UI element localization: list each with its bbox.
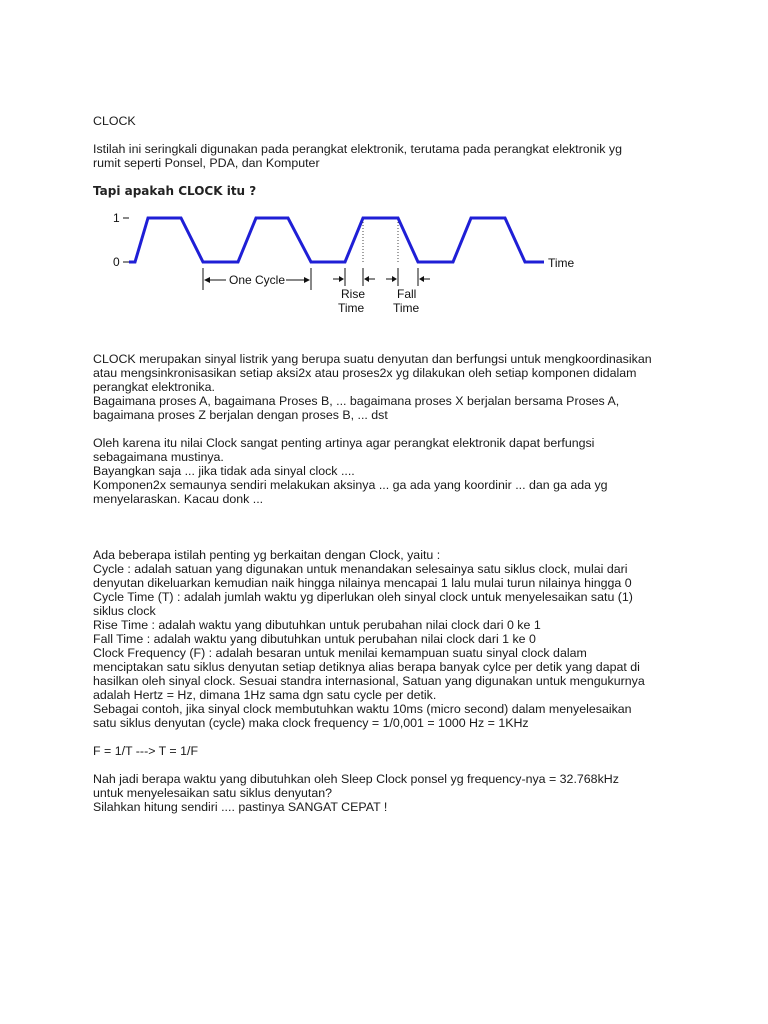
- rise-arrowhead-right: [364, 276, 369, 282]
- clock-waveform: [129, 218, 544, 262]
- time-axis-label: Time: [548, 256, 575, 270]
- intro-paragraph: Istilah ini seringkali digunakan pada perangkat elektronik, terutama pada perangkat elektronik yg rumit seperti Ponsel, PDA, dan Komputer: [93, 142, 622, 170]
- cycle-arrowhead-left: [204, 277, 210, 283]
- clock-definition-paragraph: CLOCK merupakan sinyal listrik yang berupa suatu denyutan dan berfungsi untuk mengkoordinasikan atau mengsinkronisasikan setiap aksi2x atau proses2x yg dilakukan oleh setiap komponen didalam perangkat elektronika. Bagaimana proses A, bagaimana Proses B, ... bagaimana proses X berjalan bersama Proses A, bagaimana proses Z berjalan dengan proses B, ... dst: [93, 352, 652, 422]
- question-heading: Tapi apakah CLOCK itu ?: [93, 184, 257, 198]
- document-page: [93, 114, 693, 814]
- document-title: CLOCK: [93, 114, 136, 128]
- fall-label-line2: Time: [393, 301, 420, 315]
- cycle-arrowhead-right: [304, 277, 310, 283]
- rise-arrowhead-left: [339, 276, 344, 282]
- clock-waveform-svg: [93, 206, 613, 326]
- fall-label-line1: Fall: [397, 287, 417, 301]
- y-low-label: 0: [113, 255, 120, 269]
- closing-paragraph: Nah jadi berapa waktu yang dibutuhkan oleh Sleep Clock ponsel yg frequency-nya = 32.768kHz untuk menyelesaikan satu siklus denyutan? Silahkan hitung sendiri .... pastinya SANGAT CEPAT !: [93, 772, 619, 814]
- fall-arrowhead-left: [392, 276, 397, 282]
- clock-waveform-diagram: [93, 206, 613, 326]
- formula-line: F = 1/T ---> T = 1/F: [93, 744, 199, 758]
- rise-label-line2: Time: [338, 301, 365, 315]
- y-high-label: 1: [113, 211, 120, 225]
- importance-paragraph: Oleh karena itu nilai Clock sangat penting artinya agar perangkat elektronik dapat berfungsi sebagaimana mustinya. Bayangkan saja ... jika tidak ada sinyal clock .... Komponen2x semaunya sendiri melakukan aksinya ... ga ada yang koordinir ... dan ga ada yg menyelaraskan. Kacau donk ...: [93, 436, 608, 506]
- fall-arrowhead-right: [419, 276, 424, 282]
- one-cycle-label: One Cycle: [229, 273, 286, 287]
- rise-label-line1: Rise: [341, 287, 366, 301]
- terms-paragraph: Ada beberapa istilah penting yg berkaitan dengan Clock, yaitu : Cycle : adalah satuan yang digunakan untuk menandakan selesainya satu siklus clock, mulai dari denyutan dikeluarkan kemudian naik hingga nilainya mencapai 1 lalu mulai turun nilainya hingga 0 Cycle Time (T) : adalah jumlah waktu yg diperlukan oleh sinyal clock untuk menyelesaikan satu (1) siklus clock Rise Time : adalah waktu yang dibutuhkan untuk perubahan nilai clock dari 0 ke 1 Fall Time : adalah waktu yang dibutuhkan untuk perubahan nilai clock dari 1 ke 0 Clock Frequency (F) : adalah besaran untuk menilai kemampuan suatu sinyal clock dalam menciptakan satu siklus denyutan setiap detiknya alias berapa banyak cylce per detik yang dapat di hasilkan oleh sinyal clock. Sesuai standra internasional, Satuan yang digunakan untuk mengukurnya adalah Hertz = Hz, dimana 1Hz sama dgn satu cycle per detik. Sebagai contoh, jika sinyal clock membutuhkan waktu 10ms (micro second) dalam menyelesaikan satu siklus denyutan (cycle) maka clock frequency = 1/0,001 = 1000 Hz = 1KHz: [93, 548, 645, 730]
